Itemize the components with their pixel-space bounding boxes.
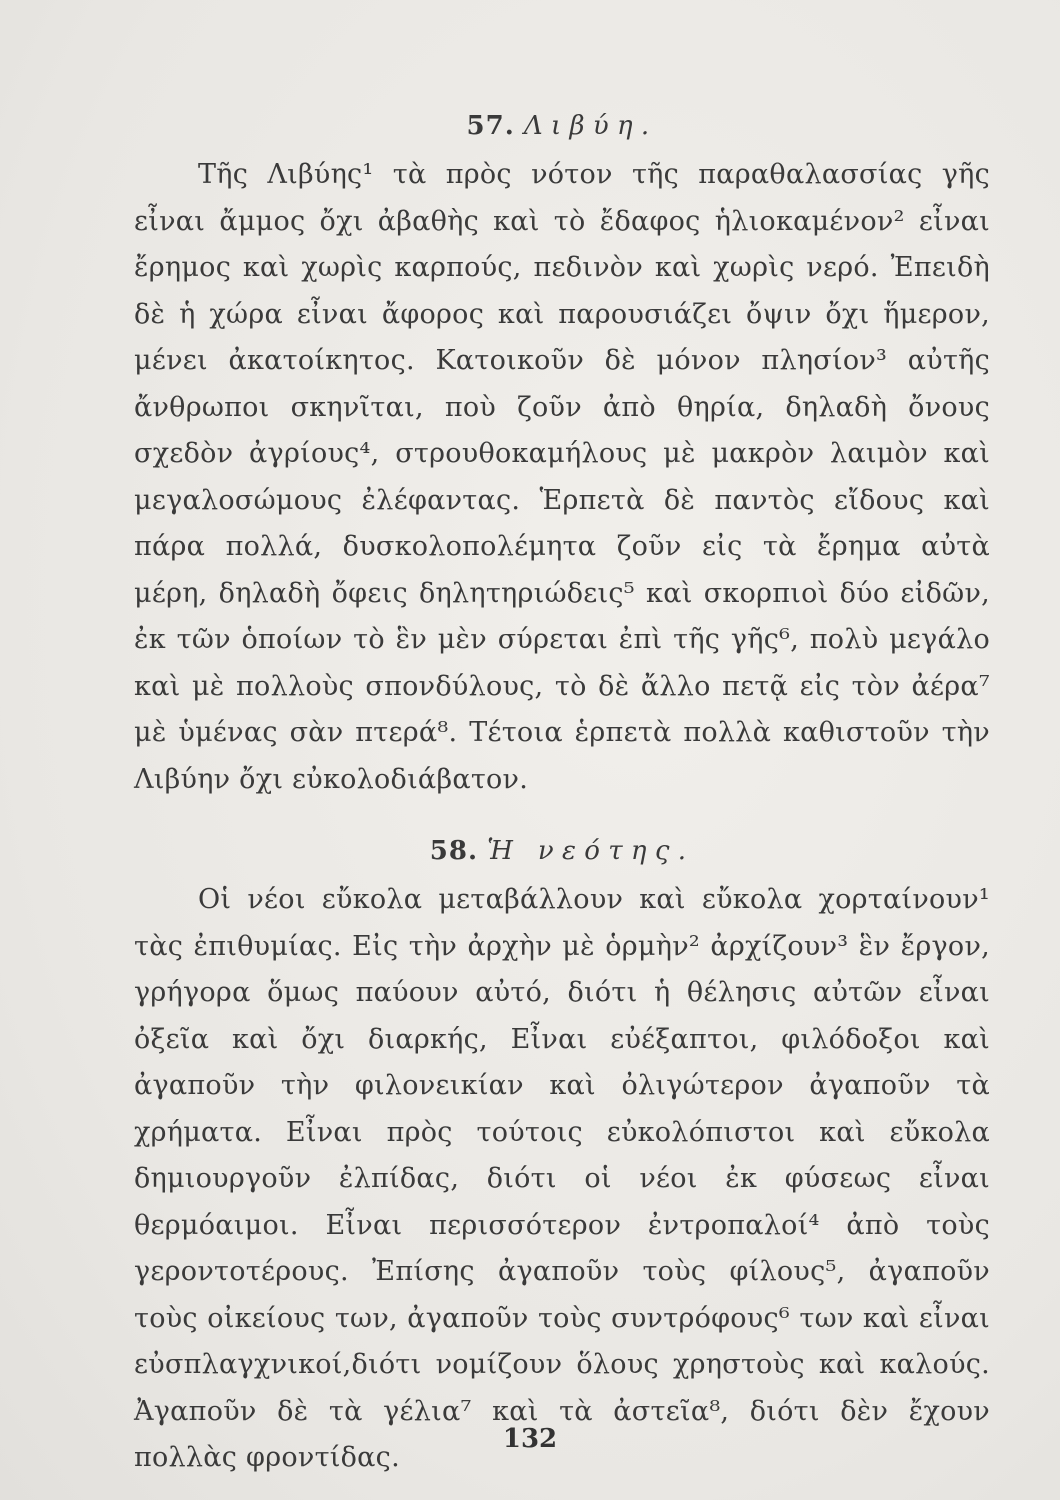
section-57 [134,100,990,803]
section-number: 58. [429,836,479,866]
section-paragraph: Οἱ νέοι εὔκολα μεταβάλλουν καὶ εὔκολα χορταίνουν¹ τὰς ἐπιθυμίας. Εἰς τὴν ἀρχὴν μὲ ὁρμὴν² ἀρχίζουν³ ἓν ἔργον, γρήγορα ὅμως παύουν αὐτό, διότι ἡ θέλησις αὐτῶν εἶναι ὀξεῖα καὶ ὄχι διαρκής, Εἶναι εὐέξαπτοι, φιλόδοξοι καὶ ἀγαποῦν τὴν φιλονεικίαν καὶ ὀλιγώτερον ἀγαποῦν τὰ χρήματα. Εἶναι πρὸς τούτοις εὐκολόπιστοι καὶ εὔκολα δημιουργοῦν ἐλπίδας, διότι οἱ νέοι ἐκ φύσεως εἶναι θερμόαιμοι. Εἶναι περισσότερον ἐντροπαλοί⁴ ἀπὸ τοὺς γεροντοτέρους. Ἐπίσης ἀγαποῦν τοὺς φίλους⁵, ἀγαποῦν τοὺς οἰκείους των, ἀγαποῦν τοὺς συντρόφους⁶ των καὶ εἶναι εὐσπλαγχνικοί,διότι νομίζουν ὅλους χρηστοὺς καὶ καλούς. Ἀγαποῦν δὲ τὰ γέλια⁷ καὶ τὰ ἀστεῖα⁸, διότι δὲν ἔχουν πολλὰς φροντίδας. [134,884,990,1473]
section-paragraph: Τῆς Λιβύης¹ τὰ πρὸς νότον τῆς παραθαλασσίας γῆς εἶναι ἄμμος ὄχι ἀβαθὴς καὶ τὸ ἔδαφος ἡλιοκαμένον² εἶναι ἔρημος καὶ χωρὶς καρπούς, πεδινὸν καὶ χωρὶς νερό. Ἐπειδὴ δὲ ἡ χώρα εἶναι ἄφορος καὶ παρουσιάζει ὄψιν ὄχι ἥμερον, μένει ἀκατοίκητος. Κατοικοῦν δὲ μόνον πλησίον³ αὐτῆς ἄνθρωποι σκηνῖται, ποὺ ζοῦν ἀπὸ θηρία, δηλαδὴ ὄνους σχεδὸν ἀγρίους⁴, στρουθοκαμήλους μὲ μακρὸν λαιμὸν καὶ μεγαλοσώμους ἐλέφαντας. Ἑρπετὰ δὲ παντὸς εἴδους καὶ πάρα πολλά, δυσκολοπολέμητα ζοῦν εἰς τὰ ἔρημα αὐτὰ μέρη, δηλαδὴ ὄφεις δηλητηριώδεις⁵ καὶ σκορπιοὶ δύο εἰδῶν, ἐκ τῶν ὁποίων τὸ ἓν μὲν σύρεται ἐπὶ τῆς γῆς⁶, πολὺ μεγάλο καὶ μὲ πολλοὺς σπονδύλους, τὸ δὲ ἄλλο πετᾷ εἰς τὸν ἀέρα⁷ μὲ ὑμένας σὰν πτερά⁸. Τέτοια ἑρπετὰ πολλὰ καθιστοῦν τὴν Λιβύην ὄχι εὐκολοδιάβατον. [134,159,990,795]
section-title: Λιβύη. [523,111,658,141]
section-number: 57. [466,111,515,141]
section-heading [134,100,990,152]
page-number: 132 [502,1424,558,1454]
section-heading [134,825,990,877]
section-58 [134,825,990,1482]
section-title: Ἡ νεότης. [487,836,695,866]
text-column [134,100,990,1482]
